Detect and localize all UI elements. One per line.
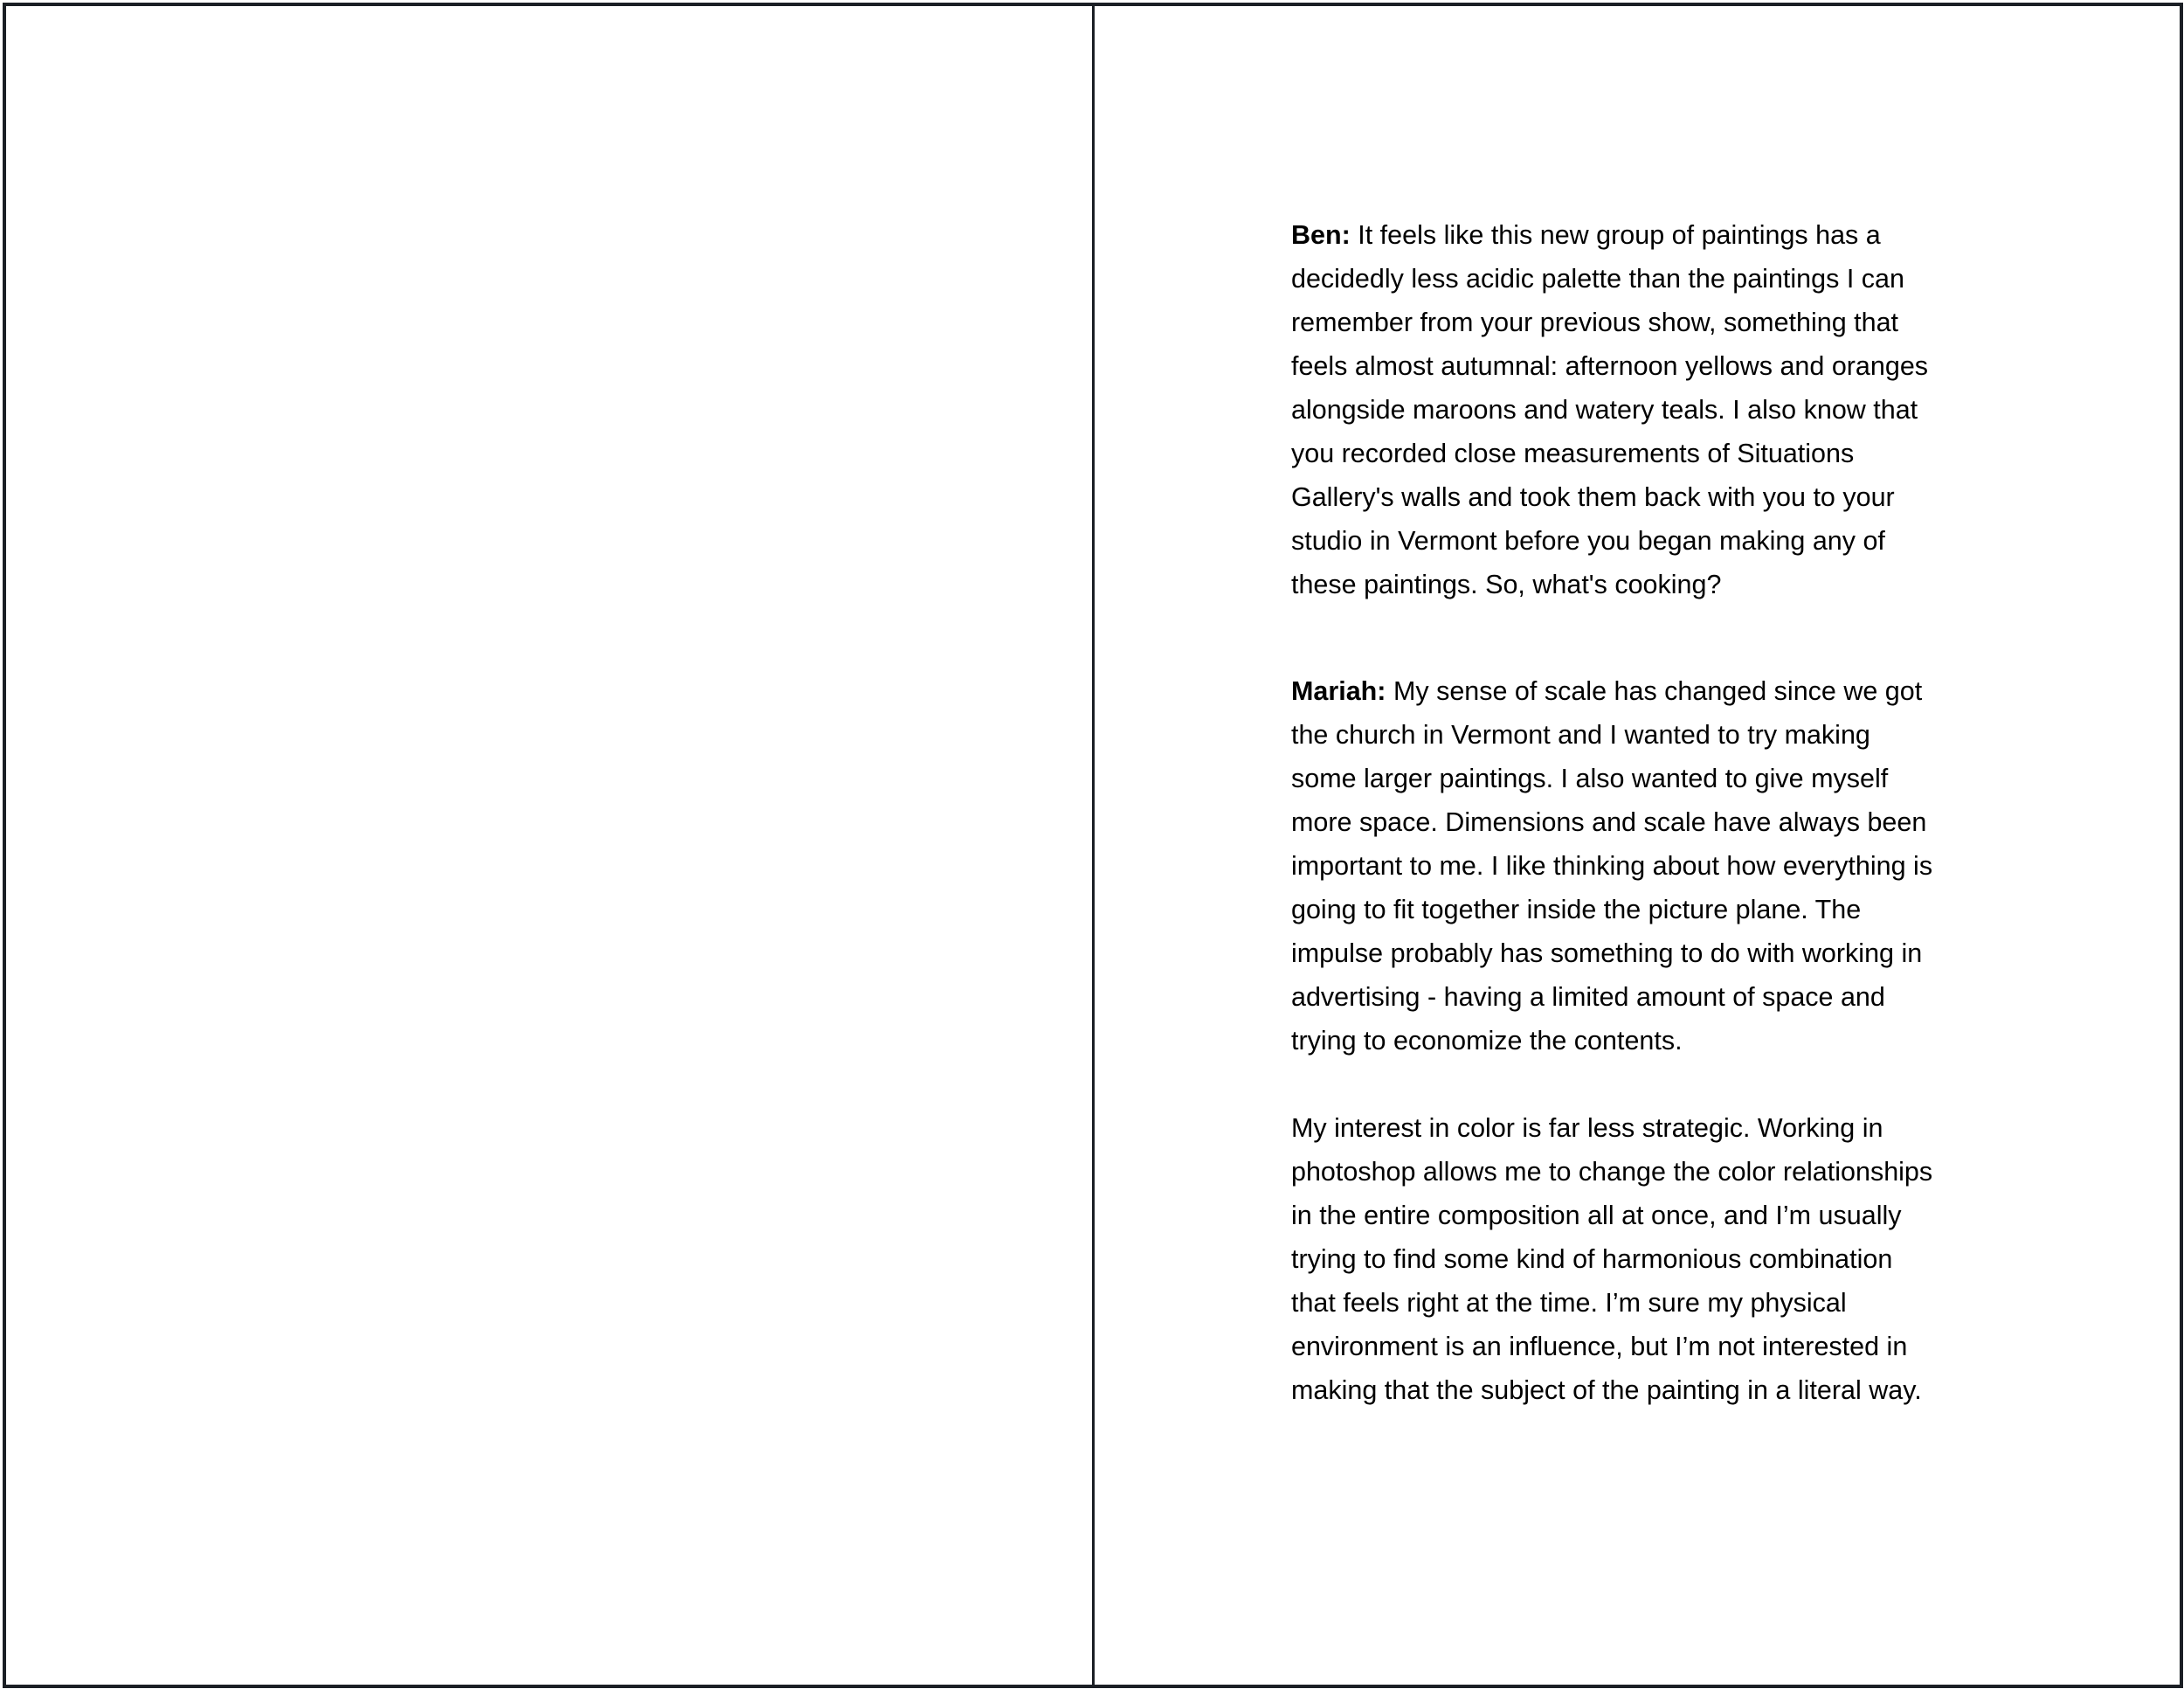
left-page [6,6,1092,1685]
speaker-label: Ben: [1291,220,1351,250]
text-line: in the entire composition all at once, and I’m usually [1291,1201,1902,1230]
text-line: decidedly less acidic palette than the paintings I can [1291,264,1904,294]
text-line: remember from your previous show, something that [1291,308,1899,337]
text-line: trying to economize the contents. [1291,1026,1683,1056]
text-line: that feels right at the time. I’m sure my physical [1291,1288,1847,1318]
line-text: My sense of scale has changed since we got [1386,676,1923,706]
text-line: important to me. I like thinking about how everything is [1291,851,1933,881]
text-line: more space. Dimensions and scale have always been [1291,807,1927,837]
text-line: studio in Vermont before you began making any of [1291,526,1885,556]
text-line: My interest in color is far less strategic. Working in [1291,1113,1883,1143]
text-line: trying to find some kind of harmonious combination [1291,1244,1893,1274]
line-text: It feels like this new group of paintings has a [1350,220,1881,250]
paragraph-spacer [1291,1063,2165,1106]
text-line: going to fit together inside the picture plane. The [1291,895,1862,924]
text-line [1291,669,2165,713]
text-line: you recorded close measurements of Situations [1291,439,1855,468]
text-line: Gallery's walls and took them back with you to your [1291,482,1895,512]
paragraph-mariah-continued [1291,1106,2165,1412]
speaker-label: Mariah: [1291,676,1386,706]
text-line: photoshop allows me to change the color relationships [1291,1157,1933,1187]
text-line [1291,213,2165,257]
right-page [1095,6,2180,1685]
paragraph-spacer [1291,606,2165,669]
text-line: the church in Vermont and I wanted to try making [1291,720,1870,750]
interview-text [1291,213,2165,1412]
text-line: advertising - having a limited amount of space and [1291,982,1885,1012]
text-line: environment is an influence, but I’m not interested in [1291,1332,1908,1361]
text-line: feels almost autumnal: afternoon yellows and oranges [1291,351,1929,381]
book-spread [3,3,2183,1688]
text-line: impulse probably has something to do with working in [1291,938,1923,968]
paragraph-ben [1291,213,2165,606]
text-line: making that the subject of the painting in a literal way. [1291,1375,1922,1405]
paragraph-mariah [1291,669,2165,1063]
text-line: these paintings. So, what's cooking? [1291,570,1722,599]
text-line: alongside maroons and watery teals. I also know that [1291,395,1918,425]
text-line: some larger paintings. I also wanted to give myself [1291,764,1889,793]
